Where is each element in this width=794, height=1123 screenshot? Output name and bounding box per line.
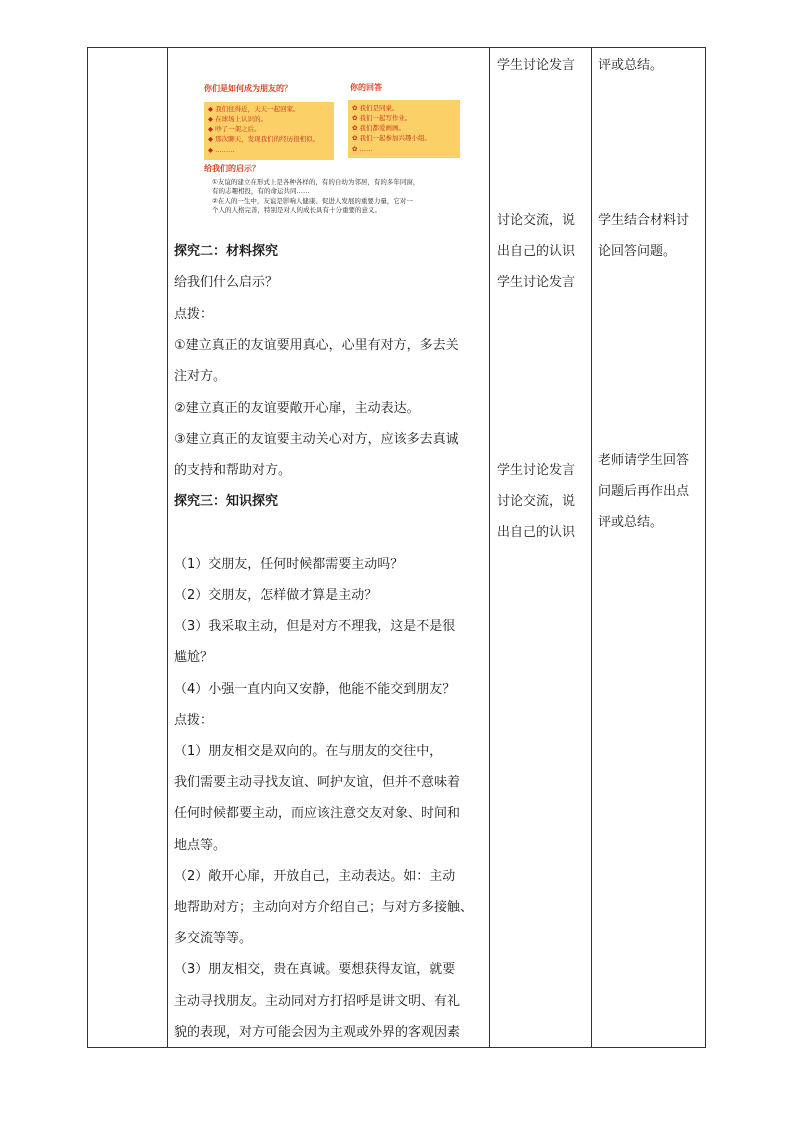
teacher-activity: 评或总结。 (598, 515, 664, 530)
paragraph: ②建立真正的友谊要敞开心扉，主动表达。 (174, 401, 420, 416)
paragraph: 注对方。 (174, 369, 227, 384)
student-activity: 出自己的认识 (497, 525, 576, 540)
slide-question-title: 你们是如何成为朋友的？ (204, 84, 292, 93)
teacher-activity: 论回答问题。 (598, 244, 677, 259)
teacher-activity: 学生结合材料讨 (598, 213, 690, 228)
question: （1）交朋友，任何时候都需要主动吗？ (174, 557, 404, 572)
slide-answer-box-right: ✿ 我们是同桌。 ✿ 我们一起写作业。 ✿ 我们都爱画画。 ✿ 我们一起参加兴趣小组。 ✿ …… (348, 100, 460, 158)
column-divider (489, 48, 490, 1047)
section-heading: 探究三：知识探究 (174, 494, 279, 509)
paragraph: 地点等。 (174, 838, 227, 853)
section-heading: 探究二：材料探究 (174, 244, 279, 259)
student-activity-column (497, 48, 589, 1048)
student-activity: 讨论交流，说 (497, 213, 576, 228)
paragraph: 的支持和帮助对方。 (174, 463, 292, 478)
student-activity: 学生讨论发言 (497, 275, 576, 290)
teacher-activity-column (598, 48, 704, 1048)
column-divider (591, 48, 592, 1047)
paragraph: ①建立真正的友谊要用真心，心里有对方，多去关 (174, 338, 459, 353)
lesson-table (87, 47, 706, 1048)
paragraph: 给我们什么启示？ (174, 275, 279, 290)
slide-answer-title: 你的回答 (350, 83, 382, 92)
paragraph: （2）敞开心扉，开放自己，主动表达。如：主动 (174, 869, 456, 884)
question: （4）小强一直内向又安静，他能不能交到朋友？ (174, 682, 456, 697)
teaching-content-column (174, 48, 484, 1048)
slide-image: 你们是如何成为朋友的？ 你的回答 ◆ 我们住得近，天天一起回家。 ◆ 在球场上认识的。 ◆ 吵了一架之后。 ◆ 那次聊天，发现我们的经历很相似。 ◆ ……… ✿ 我们是同桌。 ✿ 我们一起写作业。 ✿ 我们都爱画画。 ✿ 我们一起参加兴趣小组。 ✿ …… 给我们的启示？ ①友谊的建立在形式上是各种各样的，有的自幼为邻居，有的多年同窗， 有的志趣相投，有的命运共同…… ②在人的一生中，友谊是影响人健康、促进人发展的重要力量，它对一 个人的人格完善，特别是对人的成长具有十分重要的意义。 (198, 80, 453, 220)
paragraph: 任何时候都要主动，而应该注意交友对象、时间和 (174, 806, 461, 821)
student-activity: 学生讨论发言 (497, 58, 576, 73)
slide-insight-title: 给我们的启示？ (204, 164, 260, 173)
student-activity: 出自己的认识 (497, 244, 576, 259)
teacher-activity: 问题后再作出点 (598, 484, 690, 499)
paragraph: 貌的表现，对方可能会因为主观或外界的客观因素 (174, 1025, 461, 1040)
paragraph: 点拨： (174, 713, 214, 728)
question: 尴尬？ (174, 650, 214, 665)
teacher-activity: 评或总结。 (598, 58, 664, 73)
student-activity: 讨论交流，说 (497, 494, 576, 509)
paragraph: 我们需要主动寻找友谊、呵护友谊，但并不意味着 (174, 775, 461, 790)
question: （3）我采取主动，但是对方不理我，这是不是很 (174, 619, 456, 634)
paragraph: ③建立真正的友谊要主动关心对方，应该多去真诚 (174, 432, 459, 447)
column-divider (167, 48, 168, 1047)
paragraph: 地帮助对方；主动向对方介绍自己；与对方多接触、 (174, 900, 474, 915)
student-activity: 学生讨论发言 (497, 463, 576, 478)
paragraph: （3）朋友相交，贵在真诚。要想获得友谊，就要 (174, 962, 456, 977)
paragraph: 多交流等等。 (174, 931, 253, 946)
paragraph: 点拨： (174, 307, 214, 322)
question: （2）交朋友，怎样做才算是主动？ (174, 588, 378, 603)
paragraph: （1）朋友相交是双向的。在与朋友的交往中， (174, 744, 443, 759)
slide-answer-box-left: ◆ 我们住得近，天天一起回家。 ◆ 在球场上认识的。 ◆ 吵了一架之后。 ◆ 那次聊天，发现我们的经历很相似。 ◆ ……… (204, 102, 334, 160)
teacher-activity: 老师请学生回答 (598, 453, 690, 468)
paragraph: 主动寻找朋友。主动同对方打招呼是讲文明、有礼 (174, 994, 461, 1009)
